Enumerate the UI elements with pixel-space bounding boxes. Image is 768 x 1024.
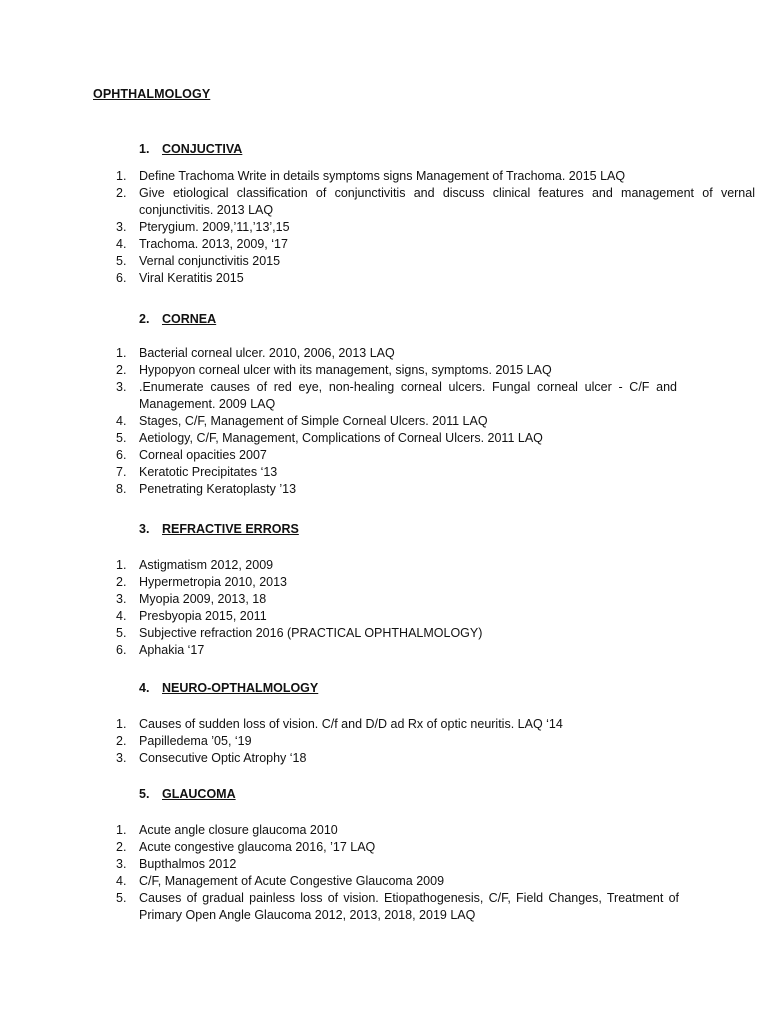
item-list xyxy=(0,822,768,924)
list-item xyxy=(0,608,768,625)
section-number: 3. xyxy=(139,522,150,536)
list-item xyxy=(0,447,768,464)
item-text: Acute angle closure glaucoma 2010 xyxy=(139,823,338,837)
item-number: 1. xyxy=(116,558,127,572)
item-number: 1. xyxy=(116,169,127,183)
item-list xyxy=(0,168,768,287)
item-number: 5. xyxy=(116,431,127,445)
section-title: CONJUCTIVA xyxy=(162,142,243,156)
item-text: Hypermetropia 2010, 2013 xyxy=(139,575,288,589)
section-title: CORNEA xyxy=(162,312,217,326)
section-number: 5. xyxy=(139,787,150,801)
item-number: 5. xyxy=(116,626,127,640)
list-item xyxy=(0,716,768,733)
item-text: Subjective refraction 2016 (PRACTICAL OPHTHALMOLOGY) xyxy=(139,626,483,640)
list-item xyxy=(0,856,768,873)
list-item xyxy=(0,253,768,270)
item-number: 1. xyxy=(116,717,127,731)
item-list xyxy=(0,557,768,659)
item-text: Give etiological classification of conjunctivitis and discuss clinical features and management of vernal conjunctivitis. 2013 LAQ xyxy=(139,186,755,217)
item-number: 5. xyxy=(116,891,127,905)
item-number: 2. xyxy=(116,186,127,200)
item-text: Aetiology, C/F, Management, Complications of Corneal Ulcers. 2011 LAQ xyxy=(139,431,543,445)
item-text: Causes of sudden loss of vision. C/f and D/D ad Rx of optic neuritis. LAQ ‘14 xyxy=(139,717,563,731)
item-text: Penetrating Keratoplasty ’13 xyxy=(139,482,297,496)
list-item xyxy=(0,557,768,574)
list-item xyxy=(0,362,768,379)
section-title: REFRACTIVE ERRORS xyxy=(162,522,299,536)
item-text: Astigmatism 2012, 2009 xyxy=(139,558,274,572)
item-text: Trachoma. 2013, 2009, ‘17 xyxy=(139,237,288,251)
section-heading xyxy=(139,142,242,156)
document-title: OPHTHALMOLOGY xyxy=(93,87,211,101)
item-text: Stages, C/F, Management of Simple Corneal Ulcers. 2011 LAQ xyxy=(139,414,488,428)
item-number: 6. xyxy=(116,271,127,285)
section-heading xyxy=(139,312,216,326)
item-list xyxy=(0,716,768,767)
section-number: 2. xyxy=(139,312,150,326)
item-text: Bupthalmos 2012 xyxy=(139,857,237,871)
item-text: Presbyopia 2015, 2011 xyxy=(139,609,267,623)
item-list xyxy=(0,345,768,498)
item-number: 3. xyxy=(116,592,127,606)
list-item xyxy=(0,750,768,767)
item-text: Keratotic Precipitates ‘13 xyxy=(139,465,278,479)
section-number: 1. xyxy=(139,142,150,156)
item-number: 7. xyxy=(116,465,127,479)
list-item xyxy=(0,430,768,447)
list-item xyxy=(0,219,768,236)
section-number: 4. xyxy=(139,681,150,695)
item-text: Myopia 2009, 2013, 18 xyxy=(139,592,267,606)
list-item xyxy=(0,822,768,839)
list-item xyxy=(0,236,768,253)
item-text: Pterygium. 2009,’11,’13’,15 xyxy=(139,220,290,234)
list-item xyxy=(0,642,768,659)
item-number: 4. xyxy=(116,414,127,428)
item-text: Papilledema ’05, ‘19 xyxy=(139,734,252,748)
item-number: 4. xyxy=(116,874,127,888)
item-text: Vernal conjunctivitis 2015 xyxy=(139,254,281,268)
item-number: 3. xyxy=(116,380,127,394)
item-text: Hypopyon corneal ulcer with its management, signs, symptoms. 2015 LAQ xyxy=(139,363,552,377)
item-text: Define Trachoma Write in details symptoms signs Management of Trachoma. 2015 LAQ xyxy=(139,169,626,183)
item-number: 6. xyxy=(116,448,127,462)
section-heading xyxy=(139,787,236,801)
section-title: NEURO-OPTHALMOLOGY xyxy=(162,681,319,695)
item-number: 8. xyxy=(116,482,127,496)
list-item xyxy=(0,591,768,608)
item-text: Acute congestive glaucoma 2016, ’17 LAQ xyxy=(139,840,376,854)
list-item xyxy=(0,890,768,924)
section-title: GLAUCOMA xyxy=(162,787,236,801)
item-number: 2. xyxy=(116,734,127,748)
list-item xyxy=(0,464,768,481)
list-item xyxy=(0,270,768,287)
list-item xyxy=(0,733,768,750)
item-text: Consecutive Optic Atrophy ‘18 xyxy=(139,751,307,765)
list-item xyxy=(0,839,768,856)
section-heading xyxy=(139,522,299,536)
list-item xyxy=(0,574,768,591)
item-number: 2. xyxy=(116,840,127,854)
list-item xyxy=(0,413,768,430)
item-text: Aphakia ‘17 xyxy=(139,643,205,657)
item-number: 6. xyxy=(116,643,127,657)
item-number: 3. xyxy=(116,220,127,234)
list-item xyxy=(0,481,768,498)
item-number: 4. xyxy=(116,237,127,251)
item-text: .Enumerate causes of red eye, non-healing corneal ulcers. Fungal corneal ulcer - C/F and Management. 2009 LAQ xyxy=(139,380,677,411)
list-item xyxy=(0,873,768,890)
item-number: 4. xyxy=(116,609,127,623)
item-number: 3. xyxy=(116,857,127,871)
item-number: 1. xyxy=(116,346,127,360)
item-number: 2. xyxy=(116,575,127,589)
item-text: Bacterial corneal ulcer. 2010, 2006, 2013 LAQ xyxy=(139,346,395,360)
item-number: 3. xyxy=(116,751,127,765)
item-text: Corneal opacities 2007 xyxy=(139,448,267,462)
item-text: Viral Keratitis 2015 xyxy=(139,271,244,285)
item-number: 5. xyxy=(116,254,127,268)
list-item xyxy=(0,345,768,362)
list-item xyxy=(0,379,768,413)
list-item xyxy=(0,185,768,219)
item-text: C/F, Management of Acute Congestive Glaucoma 2009 xyxy=(139,874,445,888)
item-number: 1. xyxy=(116,823,127,837)
item-text: Causes of gradual painless loss of vision. Etiopathogenesis, C/F, Field Changes, Treatment of Primary Open Angle Glaucoma 2012, 2013, 2018, 2019 LAQ xyxy=(139,891,679,922)
list-item xyxy=(0,168,768,185)
section-heading xyxy=(139,681,318,695)
item-number: 2. xyxy=(116,363,127,377)
list-item xyxy=(0,625,768,642)
